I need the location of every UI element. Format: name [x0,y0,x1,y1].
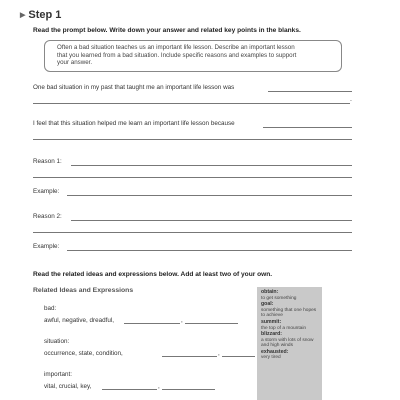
example-2-line[interactable] [67,250,352,251]
prompt-line: that you learned from a bad situation. Include specific reasons and examples to support [57,51,297,59]
vocab-word: exhausted: [261,348,289,355]
feeling-label: I feel that this situation helped me learn an important life lesson because [33,120,235,127]
vocab-definition: to get something [261,295,297,301]
comma: , [218,350,220,357]
prompt-line: Often a bad situation teaches us an important life lesson. Describe an important lesson [57,44,295,51]
situation-answer-line[interactable] [268,91,352,92]
related-word-important: important: [44,371,72,378]
related-blank-important-1[interactable] [102,389,157,390]
vocab-item [261,302,318,319]
related-word-situation: situation: [44,338,70,345]
related-examples-situation: occurrence, state, condition, [44,350,123,357]
feeling-answer-line[interactable] [263,127,352,128]
related-blank-important-2[interactable] [162,389,215,390]
vocab-definition: a storm with lots of snow and high winds [261,337,314,349]
reason-1-label: Reason 1: [33,158,62,165]
vocab-word: blizzard: [261,331,283,338]
related-examples-important: vital, crucial, key, [44,383,92,390]
vocab-item [261,290,318,301]
vocab-item [261,332,318,349]
reason-1-line[interactable] [71,165,352,166]
instruction: Read the prompt below. Write down your answer and related key points in the blanks. [33,27,301,34]
vocab-item [261,350,318,361]
vocab-definition: something that one hopes to achieve [261,308,317,319]
vocab-definition: the top of a mountain [261,325,307,331]
feeling-answer-line-2[interactable] [33,139,352,140]
related-blank-bad-2[interactable] [185,323,238,324]
vocab-word: goal: [261,301,274,308]
related-blank-situation-2[interactable] [222,356,255,357]
example-1-line[interactable] [67,195,352,196]
related-word-bad: bad: [44,305,57,312]
comma: , [181,317,183,324]
vocab-item [261,320,318,331]
related-blank-bad-1[interactable] [124,323,180,324]
step-title: Step 1 [28,9,62,21]
reason-1-line-2[interactable] [33,177,352,178]
reason-2-label: Reason 2: [33,213,62,220]
prompt-line: your answer. [57,59,93,67]
vocabulary-box [257,287,322,400]
vocab-word: obtain: [261,289,279,295]
related-blank-situation-1[interactable] [162,356,217,357]
example-2-label: Example: [33,243,60,250]
triangle-right-icon: ▶ [20,12,26,19]
vocab-word: summit: [261,318,282,325]
situation-label: One bad situation in my past that taught me an important life lesson was [33,84,235,91]
prompt-box [44,40,342,72]
step-heading [20,9,61,21]
related-examples-bad: awful, negative, dreadful, [44,317,115,324]
related-instruction: Read the related ideas and expressions below. Add at least two of your own. [33,271,273,278]
vocab-definition: very tired [261,355,281,361]
comma: , [158,383,160,390]
situation-answer-line-2[interactable] [33,103,350,104]
period: . [350,96,352,103]
reason-2-line[interactable] [71,220,352,221]
reason-2-line-2[interactable] [33,232,352,233]
related-title: Related Ideas and Expressions [33,287,134,294]
example-1-label: Example: [33,188,60,195]
